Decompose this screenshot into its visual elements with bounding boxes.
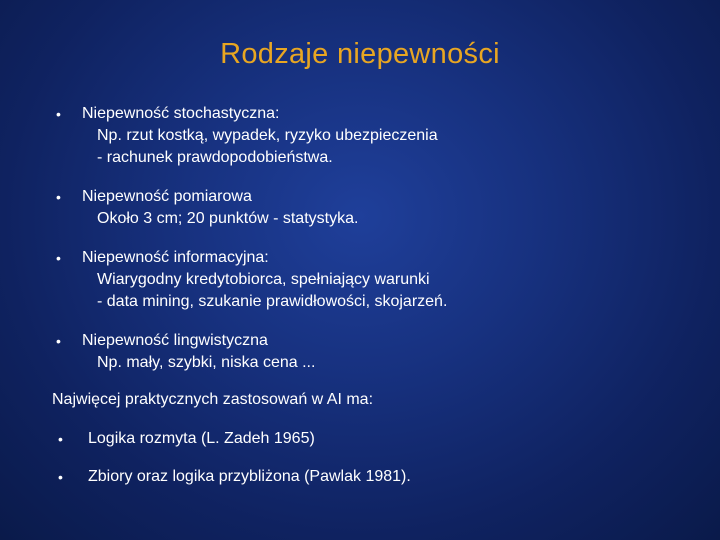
bullet-detail: Wiarygodny kredytobiorca, spełniający warunki <box>97 271 430 288</box>
bullet-icon: • <box>56 250 61 266</box>
slide-title: Rodzaje niepewności <box>220 38 500 70</box>
bullet-heading: Niepewność stochastyczna: <box>82 105 280 122</box>
bullet-detail: - rachunek prawdopodobieństwa. <box>97 149 333 166</box>
application-text: Zbiory oraz logika przybliżona (Pawlak 1981). <box>88 468 411 485</box>
bullet-icon: • <box>56 106 61 122</box>
slide-content <box>52 103 696 504</box>
bullet-item-linguistic <box>56 330 696 374</box>
bullet-detail: - data mining, szukanie prawidłowości, skojarzeń. <box>97 293 448 310</box>
bullet-heading: Niepewność informacyjna: <box>82 249 269 266</box>
bullet-item-stochastic <box>56 103 696 169</box>
application-item <box>56 466 696 488</box>
bullet-item-informational <box>56 247 696 313</box>
bullet-detail: Np. mały, szybki, niska cena ... <box>97 354 316 371</box>
bullet-heading: Niepewność lingwistyczna <box>82 332 268 349</box>
application-item <box>56 428 696 450</box>
bullet-detail: Np. rzut kostką, wypadek, ryzyko ubezpieczenia <box>97 127 438 144</box>
application-text: Logika rozmyta (L. Zadeh 1965) <box>88 430 315 447</box>
bullet-detail: Około 3 cm; 20 punktów - statystyka. <box>97 210 359 227</box>
bullet-icon: • <box>58 431 63 447</box>
bullet-icon: • <box>58 469 63 485</box>
summary-line: Najwięcej praktycznych zastosowań w AI ma: <box>52 391 374 408</box>
bullet-item-measurement <box>56 186 696 230</box>
bullet-icon: • <box>56 333 61 349</box>
bullet-heading: Niepewność pomiarowa <box>82 188 252 205</box>
bullet-icon: • <box>56 189 61 205</box>
